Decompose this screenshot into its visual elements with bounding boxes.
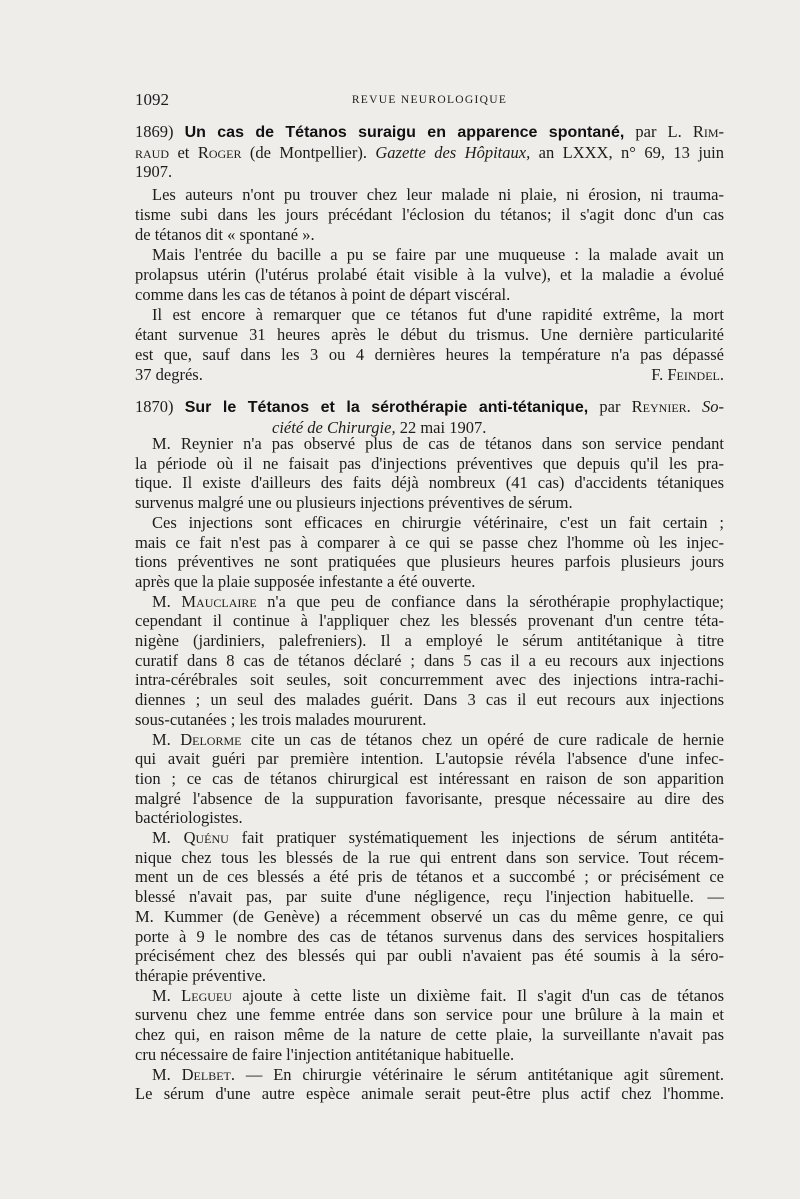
abstract-1869-body bbox=[135, 185, 724, 385]
text-run: blessé n'avait pas, par suite d'une négligence, reçu l'injection habituelle. — bbox=[135, 887, 724, 907]
text-line bbox=[135, 162, 724, 182]
abstract-1870-paragraph-mauclaire bbox=[135, 592, 724, 730]
article-title: Sur le Tétanos et la sérothérapie anti-tétanique, bbox=[184, 399, 589, 416]
text-line bbox=[135, 552, 724, 572]
text-run: étant survenue 31 heures après le début du trismus. Une dernière particularité bbox=[135, 325, 724, 344]
text-run: qui avait guéri par première intention. L'autopsie révéla l'absence d'une infec- bbox=[135, 749, 724, 769]
abstract-1869-paragraph-3 bbox=[135, 305, 724, 385]
text-run: ment un de ces blessés a été pris de tétanos et a succombé ; or précisément ce bbox=[135, 867, 724, 887]
text-run: nigène (jardiniers, palefreniers). Il a employé le sérum antitétanique à titre bbox=[135, 631, 724, 651]
text-run: . — En chirurgie vétérinaire le sérum antitétanique agit sûrement. bbox=[230, 1064, 724, 1084]
text-run: 22 mai 1907. bbox=[395, 417, 487, 437]
text-line bbox=[135, 473, 724, 493]
text-line bbox=[135, 848, 724, 868]
author-name: Quénu bbox=[183, 828, 229, 848]
text-line bbox=[135, 185, 724, 205]
text-line bbox=[135, 808, 724, 828]
text-line bbox=[135, 828, 724, 848]
text-run: 1907. bbox=[135, 162, 173, 181]
text-run: après que la plaie supposée infestante a été ouverte. bbox=[135, 571, 476, 591]
text-run: mais ce fait n'est pas à comparer à ce qui se passe chez l'homme où les injec- bbox=[135, 532, 724, 552]
text-line bbox=[135, 572, 724, 592]
author-name: Reynier bbox=[631, 397, 687, 416]
text-run: fait pratiquer systématiquement les injections de sérum antitéta- bbox=[228, 828, 724, 848]
text-run: Il est encore à remarquer que ce tétanos fut d'une rapidité extrême, la mort bbox=[152, 305, 724, 324]
text-run: M. Kummer (de Genève) a récemment observé un cas du même genre, ce qui bbox=[135, 906, 724, 926]
text-run: chez qui, en raison même de la nature de cette plaie, la surveillante n'avait pas bbox=[135, 1025, 724, 1045]
text-run: thérapie préventive. bbox=[135, 965, 267, 985]
text-run: malgré l'absence de la suppuration favorisante, presque nécessaire au dire des bbox=[135, 788, 724, 808]
abstract-1870-paragraph-quenu bbox=[135, 828, 724, 986]
text-run: et bbox=[169, 142, 198, 162]
abstract-1870-body bbox=[135, 434, 724, 1104]
text-run: survenus malgré une ou plusieurs injections préventives de sérum. bbox=[135, 493, 573, 513]
text-run: . bbox=[686, 397, 702, 416]
text-line bbox=[135, 533, 724, 553]
text-run: de tétanos dit « spontané ». bbox=[135, 225, 315, 244]
text-line bbox=[135, 1065, 724, 1085]
text-line bbox=[135, 493, 724, 513]
abstract-1869-paragraph-1 bbox=[135, 185, 724, 245]
text-line bbox=[135, 205, 724, 225]
text-line bbox=[135, 1005, 724, 1025]
text-line bbox=[135, 305, 724, 325]
text-run: Mais l'entrée du bacille a pu se faire par une muqueuse : la malade avait un bbox=[152, 245, 724, 264]
text-run: par bbox=[588, 397, 632, 416]
author-name: Feindel. bbox=[667, 365, 724, 384]
abstract-1869-heading bbox=[135, 122, 724, 182]
text-line bbox=[135, 325, 724, 345]
author-name: Mauclaire bbox=[181, 591, 257, 611]
text-run: 1870) bbox=[135, 397, 185, 416]
text-run: tions préventives ne sont pratiquées que plusieurs heures parfois plusieurs jours bbox=[135, 552, 724, 572]
abstract-1870-paragraph-legueu bbox=[135, 986, 724, 1065]
text-line bbox=[135, 397, 724, 418]
abstract-1870-paragraph-reynier bbox=[135, 434, 724, 513]
text-run: cependant il continue à l'appliquer chez les blessés provenant d'un centre téta- bbox=[135, 611, 724, 631]
text-line bbox=[135, 434, 724, 454]
text-run: est que, sauf dans les 3 ou 4 dernières heures la température n'a pas dépassé bbox=[135, 345, 724, 364]
text-run: (de Montpellier). bbox=[241, 142, 376, 162]
text-run: 1869) bbox=[135, 122, 185, 141]
text-run: 37 degrés. bbox=[135, 365, 203, 384]
text-line bbox=[135, 592, 724, 612]
text-line bbox=[135, 670, 724, 690]
author-name: Roger bbox=[197, 142, 242, 162]
text-run: M. bbox=[152, 591, 182, 611]
abstract-1870-paragraph-veterinary bbox=[135, 513, 724, 592]
text-line bbox=[135, 513, 724, 533]
author-name: Delorme bbox=[180, 729, 242, 749]
abstract-1870-paragraph-delorme bbox=[135, 730, 724, 829]
text-line bbox=[135, 986, 724, 1006]
text-run: Ces injections sont efficaces en chirurgie vétérinaire, c'est un fait certain ; bbox=[152, 512, 724, 532]
author-name: Rim- bbox=[692, 122, 724, 141]
text-line bbox=[135, 749, 724, 769]
text-run: comme dans les cas de tétanos à point de départ viscéral. bbox=[135, 285, 511, 304]
text-line bbox=[135, 1045, 724, 1065]
text-run: M. bbox=[152, 1064, 182, 1084]
text-line bbox=[135, 365, 724, 385]
text-line bbox=[135, 265, 724, 285]
text-line bbox=[135, 345, 724, 365]
text-line bbox=[135, 225, 724, 245]
text-run: nique chez tous les blessés de la rue qui entrent dans son service. Tout récem- bbox=[135, 847, 724, 867]
author-name: Delbet bbox=[181, 1064, 231, 1084]
abstract-1869-paragraph-2 bbox=[135, 245, 724, 305]
text-run: cite un cas de tétanos chez un opéré de cure radicale de hernie bbox=[241, 729, 725, 749]
abstract-1870-paragraph-delbet bbox=[135, 1065, 724, 1104]
text-run: Le sérum d'une autre espèce animale serait peut-être plus actif chez l'homme. bbox=[135, 1084, 724, 1104]
text-line bbox=[135, 690, 724, 710]
text-run: curatif dans 8 cas de tétanos déclaré ; dans 5 cas il a eu recours aux injections bbox=[135, 650, 724, 670]
text-run: M. bbox=[152, 729, 181, 749]
text-run: précisément chez des blessés qui par oubli n'avaient pas été soumis à la séro- bbox=[135, 946, 724, 966]
text-run: M. Reynier n'a pas observé plus de cas de tétanos dans son service pendant bbox=[152, 434, 724, 453]
signature bbox=[651, 365, 724, 385]
author-name: raud bbox=[135, 142, 170, 162]
text-line bbox=[135, 730, 724, 750]
running-header bbox=[135, 89, 724, 111]
journal-citation: So- bbox=[702, 397, 724, 416]
text-run: la période où il ne faisait pas d'injections préventives que depuis qu'il les pra- bbox=[135, 453, 724, 473]
text-line bbox=[135, 285, 724, 305]
article-title: Un cas de Tétanos suraigu en apparence spontané, bbox=[184, 124, 625, 141]
text-line bbox=[135, 245, 724, 265]
text-line bbox=[135, 454, 724, 474]
journal-citation: ciété de Chirurgie, bbox=[272, 417, 396, 437]
text-run: sous-cutanées ; les trois malades moururent. bbox=[135, 709, 427, 729]
text-line bbox=[135, 611, 724, 631]
text-line bbox=[135, 966, 724, 986]
text-line bbox=[135, 1025, 724, 1045]
author-name: Legueu bbox=[181, 985, 232, 1005]
text-run: cru nécessaire de faire l'injection antitétanique habituelle. bbox=[135, 1044, 515, 1064]
text-run: porte à 9 le nombre des cas de tétanos survenus dans des services hospitaliers bbox=[135, 926, 724, 946]
text-run: n'a que peu de confiance dans la sérothérapie prophylactique; bbox=[256, 591, 725, 611]
running-title: REVUE NEUROLOGIQUE bbox=[351, 94, 508, 106]
text-line bbox=[135, 651, 724, 671]
text-run: ajoute à cette liste un dixième fait. Il s'agit d'un cas de tétanos bbox=[231, 985, 725, 1005]
text-run: tique. Il existe d'ailleurs des faits déjà nombreux (41 cas) d'accidents tétaniques bbox=[135, 473, 724, 493]
text-line bbox=[135, 122, 724, 143]
text-run: survenu chez une femme entrée dans son service pour une brûlure à la main et bbox=[135, 1005, 724, 1025]
text-run: Les auteurs n'ont pu trouver chez leur malade ni plaie, ni érosion, ni trauma- bbox=[152, 185, 724, 204]
text-line bbox=[135, 867, 724, 887]
abstract-1870-heading-block bbox=[135, 397, 724, 437]
text-line bbox=[135, 769, 724, 789]
text-line bbox=[135, 887, 724, 907]
journal-citation: Gazette des Hôpitaux, bbox=[375, 142, 531, 162]
text-line bbox=[135, 789, 724, 809]
text-line bbox=[135, 143, 724, 163]
text-run: M. bbox=[152, 985, 182, 1005]
text-run: M. bbox=[152, 828, 184, 848]
text-run: bactériologistes. bbox=[135, 808, 243, 828]
abstract-1870-heading bbox=[135, 397, 724, 437]
text-run: par L. bbox=[624, 122, 693, 141]
page-number: 1092 bbox=[135, 90, 169, 109]
text-line bbox=[135, 710, 724, 730]
abstract-1869-heading-block bbox=[135, 122, 724, 182]
text-line bbox=[135, 1084, 724, 1104]
text-run: tion ; ce cas de tétanos chirurgical est intéressant en raison de son apparition bbox=[135, 768, 724, 788]
text-run: tisme subi dans les jours précédant l'éclosion du tétanos; il s'agit donc d'un cas bbox=[135, 205, 724, 224]
text-line bbox=[135, 946, 724, 966]
text-run: diennes ; un seul des malades guérit. Dans 3 cas il eut recours aux injections bbox=[135, 690, 724, 710]
text-line bbox=[135, 631, 724, 651]
text-line bbox=[135, 907, 724, 927]
text-run: an LXXX, n° 69, 13 juin bbox=[530, 142, 724, 162]
text-run: prolapsus utérin (l'utérus prolabé était visible à la vulve), et la maladie a évolué bbox=[135, 265, 724, 284]
text-run: intra-cérébrales soit seules, soit concurremment avec des injections intra-rachi- bbox=[135, 670, 724, 690]
text-line bbox=[135, 927, 724, 947]
text-run: F. bbox=[651, 365, 668, 384]
